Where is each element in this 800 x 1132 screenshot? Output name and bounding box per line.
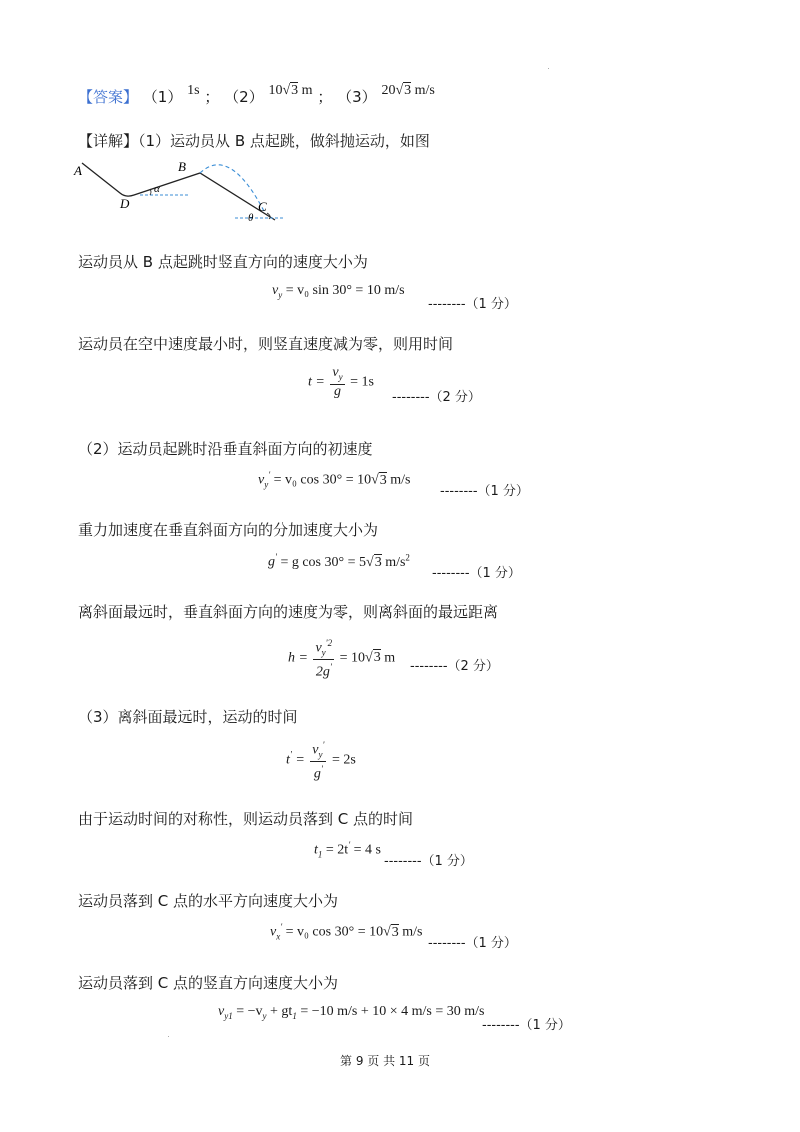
eq-6: t' = $\frac{v_y'}{g'}$ = 2s [286,740,356,783]
detail-heading [78,130,430,151]
answer-sep-2: ； [317,88,333,106]
line-7: 由于运动时间的对称性，则运动员落到 C 点的时间 [78,810,414,828]
eq-1: $v_y = v_0$ sin 30° = 10 m/s [272,283,405,300]
label-alpha: α [154,183,160,195]
score-9: --------（1 分） [482,1018,571,1033]
answer-part-1-label: （1） [142,88,183,106]
label-D: D [120,196,130,211]
scan-mark [548,68,549,69]
answer-1: 1s [187,83,200,98]
score-7: --------（1 分） [384,854,473,869]
eq-3: $v_y' = v_0$ cos 30° = 10√3 m/s [258,470,411,490]
line-3: （2）运动员起跳时沿垂直斜面方向的初速度 [78,440,373,458]
answer-2: 10√3 m [268,83,313,98]
score-5: --------（2 分） [410,659,499,674]
label-theta: θ [248,212,254,224]
answer-sep-1: ； [204,88,220,106]
line-5: 离斜面最远时，垂直斜面方向的速度为零，则离斜面的最远距离 [78,603,499,621]
score-8: --------（1 分） [428,936,517,951]
answer-label: 【答案】 [78,88,139,106]
line-8: 运动员落到 C 点的水平方向速度大小为 [78,892,339,910]
line-9: 运动员落到 C 点的竖直方向速度大小为 [78,974,339,992]
slope-diagram [70,155,300,230]
label-A: A [74,163,82,178]
score-1: --------（1 分） [428,297,517,312]
eq-4: g' = g cos 30° = 5√3 $m/s^2$ [268,552,410,570]
scan-mark [168,1036,169,1037]
eq-7: $t_1 = 2t' = 4$ s [314,840,381,860]
eq-5: h = $\frac{v_y^{'2}}{2g'}$ = 10√3 m [288,638,396,681]
eq-8: $v_x' = v_0$ cos 30° = 10√3 m/s [270,922,423,942]
answer-3: 20√3 m/s [381,83,435,98]
eq-9: $v_{y1} = -v_y + gt_1 = -10$ m/s + 10 × 4 m/s = 30 m/s [218,1004,485,1021]
answer-part-3-label: （3） [337,88,377,106]
score-4: --------（1 分） [432,566,521,581]
answer-part-2-label: （2） [224,88,264,106]
answer-line [78,83,435,107]
line-1: 运动员从 B 点起跳时竖直方向的速度大小为 [78,253,368,271]
line-6: （3）离斜面最远时，运动的时间 [78,708,298,726]
detail-intro: （1）运动员从 B 点起跳，做斜抛运动，如图 [138,132,430,150]
label-C: C [258,199,267,214]
label-B: B [178,159,186,174]
trajectory-arc [200,165,265,213]
score-3: --------（1 分） [440,484,529,499]
line-2: 运动员在空中速度最小时，则竖直速度减为零，则用时间 [78,335,454,353]
score-2: --------（2 分） [392,390,481,405]
line-4: 重力加速度在垂直斜面方向的分加速度大小为 [78,521,379,539]
page-footer: 第 9 页 共 11 页 [340,1054,430,1068]
eq-2: t = $\frac{v_y}{g}$ = 1s [308,365,374,399]
detail-label: 【详解】 [78,132,139,150]
